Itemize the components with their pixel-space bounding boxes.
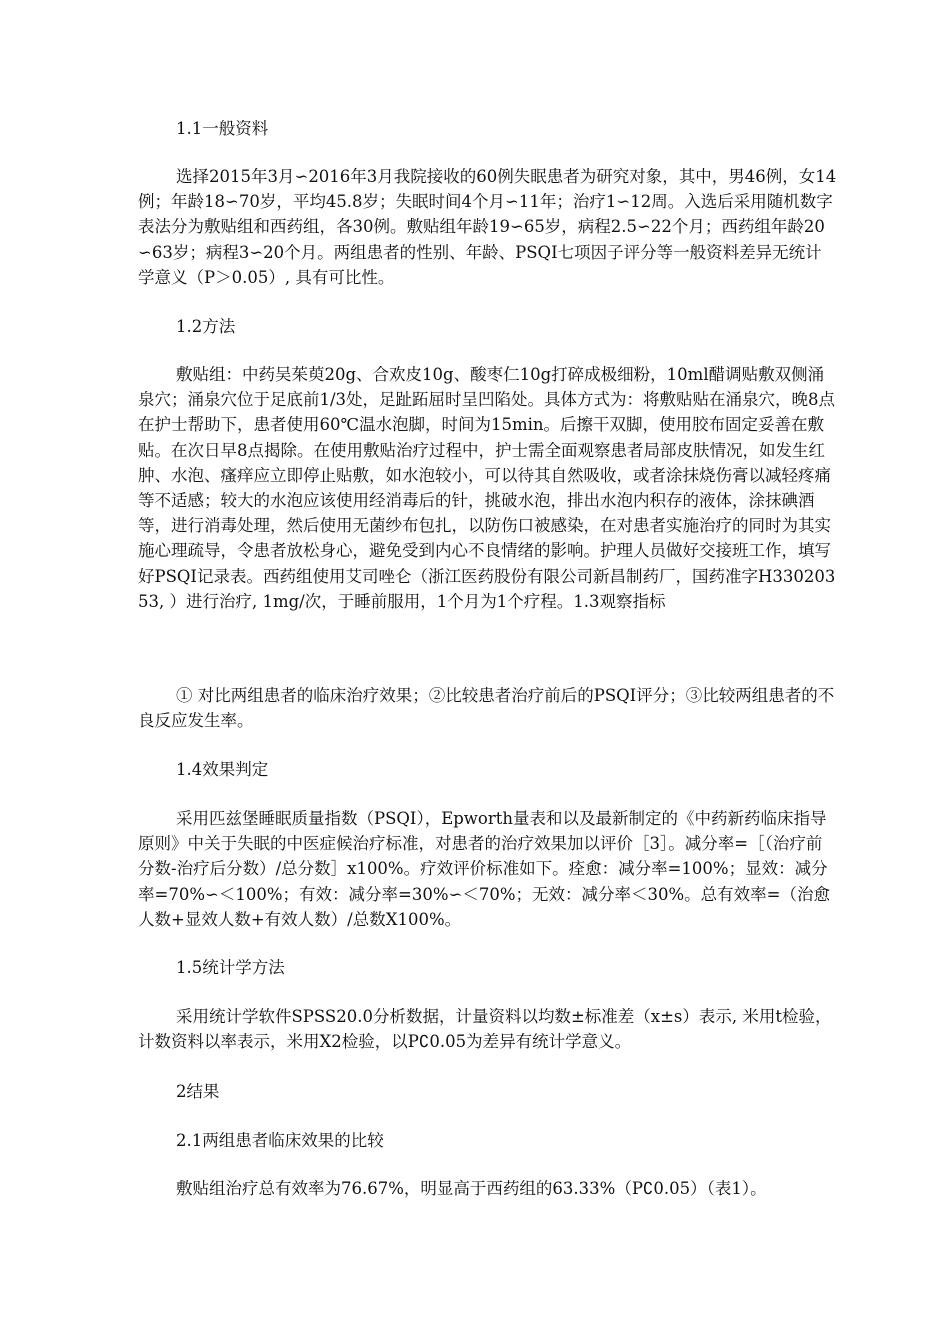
paragraph-methods: 敷贴组：中药吴茱萸20g、合欢皮10g、酸枣仁10g打碎成极细粉，10ml醋调贴敷双侧涌泉穴；涌泉穴位于足底前1/3处，足趾跖屈时呈凹陷处。具体方式为：将敷贴贴在涌泉穴，晚8点在护士帮助下，患者使用60℃温水泡脚，时间为15min。后擦干双脚，使用胶布固定妥善在敷贴。在次日早8点揭除。在使用敷贴治疗过程中，护士需全面观察患者局部皮肤情况，如发生红肿、水泡、瘙痒应立即停止贴敷，如水泡较小，可以待其自然吸收，或者涂抹烧伤膏以减轻疼痛等不适感；较大的水泡应该使用经消毒后的针，挑破水泡，排出水泡内积存的液体，涂抹碘酒等，进行消毒处理，然后使用无菌纱布包扎，以防伤口被感染，在对患者实施治疗的同时为其实施心理疏导，令患者放松身心，避免受到内心不良情绪的影响。护理人员做好交接班工作，填写好PSQI记录表。西药组使用艾司唑仑（浙江医药股份有限公司新昌制药厂，国药准字H33020353, ）进行治疗, 1mg/次，于睡前服用，1个月为1个疗程。1.3观察指标 (138, 365, 836, 611)
paragraph-general-data: 选择2015年3月∽2016年3月我院接收的60例失眠患者为研究对象，其中，男46例，女14例；年龄18∽70岁，平均45.8岁；失眠时间4个月∽11年；治疗1∽12周。入选后采用随机数字表法分为敷贴组和西药组，各30例。敷贴组年龄19∽65岁，病程2.5∽22个月；西药组年龄20∽63岁；病程3∽20个月。两组患者的性别、年龄、PSQI七项因子评分等一般资料差异无统计学意义（P＞0.05）, 具有可比性。 (138, 167, 837, 287)
section-heading-effect-evaluation: 1.4效果判定 (176, 760, 269, 779)
paragraph-effect-evaluation: 采用匹兹堡睡眠质量指数（PSQI），Epworth量表和以及最新制定的《中药新药临床指导原则》中关于失眠的中医症候治疗标准，对患者的治疗效果加以评价［3］。减分率=［（治疗前分数-治疗后分数）/总分数］x100%。疗效评价标准如下。痊愈：减分率=100%；显效：减分率=70%∽＜100%；有效：减分率=30%∽＜70%；无效：减分率＜30%。总有效率=（治愈人数+显效人数+有效人数）/总数X100%。 (138, 809, 830, 929)
paragraph-statistics: 采用统计学软件SPSS20.0分析数据，计量资料以均数±标准差（x±s）表示, 米用t检验，计数资料以率表示，米用X2检验，以P∁0.05为差异有统计学意义。 (138, 1007, 832, 1052)
paragraph-clinical-effect-comparison: 敷贴组治疗总有效率为76.67%，明显高于西药组的63.33%（P∁0.05）（表1）。 (176, 1179, 767, 1198)
section-heading-clinical-effect-comparison: 2.1两组患者临床效果的比较 (176, 1131, 384, 1150)
section-heading-general-data: 1.1一般资料 (176, 119, 269, 138)
paragraph-observation-indicators: ① 对比两组患者的临床治疗效果；②比较患者治疗前后的PSQI评分；③比较两组患者的不良反应发生率。 (138, 686, 835, 731)
section-heading-results: 2结果 (176, 1082, 220, 1101)
section-heading-statistics: 1.5统计学方法 (176, 958, 285, 977)
section-heading-methods: 1.2方法 (176, 317, 236, 336)
